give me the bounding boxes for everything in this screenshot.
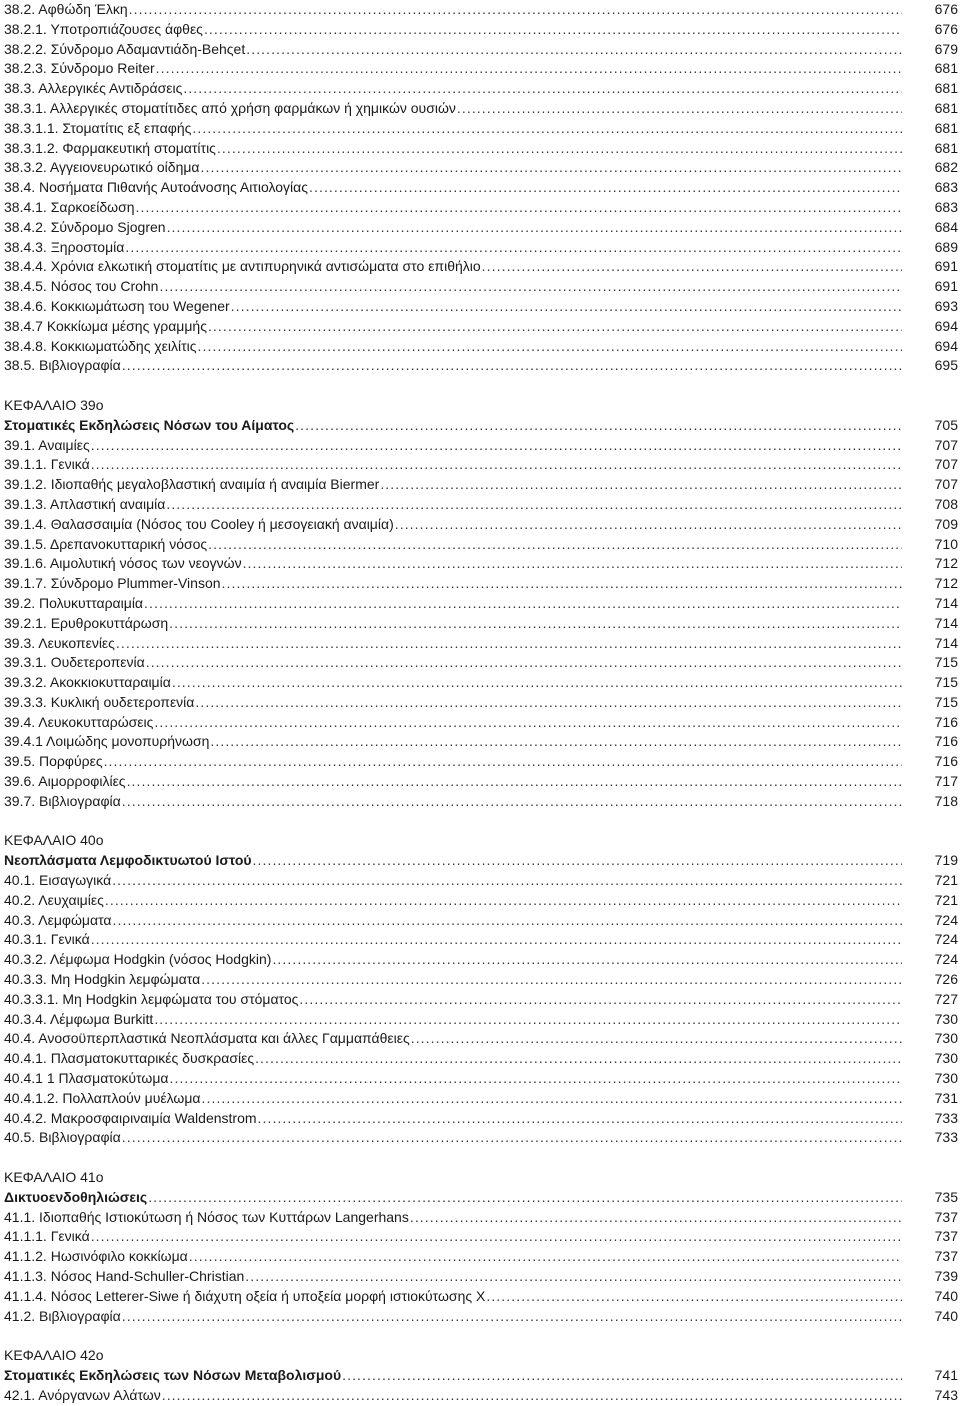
page-number: 681 <box>934 119 958 136</box>
page-number: 733 <box>934 1129 958 1146</box>
toc-entry <box>4 20 958 40</box>
entry-title: 38.2.1. Υποτροπιάζουσες άφθες <box>4 20 203 37</box>
chapter-title-entry <box>4 851 958 871</box>
entry-title: 39.5. Πορφύρες <box>4 753 103 770</box>
entry-title: 38.5. Βιβλιογραφία <box>4 357 121 374</box>
dot-leader <box>457 99 902 119</box>
entry-title: 38.4.3. Ξηροστομία <box>4 238 125 255</box>
toc-entry <box>4 594 958 614</box>
dot-leader <box>208 317 902 337</box>
entry-title: 40.3.3.1. Μη Hodgkin λεμφώματα του στόματος <box>4 990 299 1007</box>
page-number: 721 <box>934 891 958 908</box>
toc-entry <box>4 1128 958 1148</box>
chapter-heading: ΚΕΦΑΛΑΙΟ 42ο <box>4 1347 104 1364</box>
entry-title: 40.5. Βιβλιογραφία <box>4 1129 121 1146</box>
dot-leader <box>122 356 902 376</box>
page-number: 724 <box>934 931 958 948</box>
page-number: 676 <box>934 20 958 37</box>
entry-title: 39.4.1 Λοιμώδης μονοπυρήνωση <box>4 733 210 750</box>
toc-entry <box>4 495 958 515</box>
page-number: 712 <box>934 575 958 592</box>
dot-leader <box>122 1128 902 1148</box>
entry-title: 39.7. Βιβλιογραφία <box>4 792 121 809</box>
entry-title: 38.4.4. Χρόνια ελκωτική στοματίτις με αντιπυρηνικά αντισώματα στο επιθήλιο <box>4 258 481 275</box>
dot-leader <box>295 416 902 436</box>
entry-title: 38.2.3. Σύνδρομο Reiter <box>4 60 155 77</box>
entry-title: 40.3. Λεμφώματα <box>4 911 112 928</box>
chapter-heading: ΚΕΦΑΛΑΙΟ 40ο <box>4 832 104 849</box>
toc-entry <box>4 1247 958 1267</box>
page-number: 707 <box>934 476 958 493</box>
dot-leader <box>169 1069 902 1089</box>
toc-entry <box>4 1109 958 1129</box>
page-number: 714 <box>934 614 958 631</box>
entry-title: 41.1.2. Ηωσινόφιλο κοκκίωμα <box>4 1248 188 1265</box>
page-number: 716 <box>934 713 958 730</box>
entry-title: 38.4.8. Κοκκιωματώδης χειλίτις <box>4 337 197 354</box>
dot-leader <box>217 139 902 159</box>
dot-leader <box>342 1366 902 1386</box>
entry-title: 38.3.2. Αγγειονευρωτικό οίδημα <box>4 159 200 176</box>
page-number: 719 <box>934 852 958 869</box>
toc-entry <box>4 871 958 891</box>
toc-entry <box>4 653 958 673</box>
page-number: 715 <box>934 654 958 671</box>
toc-entry <box>4 1208 958 1228</box>
dot-leader <box>166 495 902 515</box>
page-number: 694 <box>934 337 958 354</box>
dot-leader <box>136 198 902 218</box>
page-number: 708 <box>934 495 958 512</box>
dot-leader <box>91 436 902 456</box>
entry-title: 39.3.1. Ουδετεροπενία <box>4 654 145 671</box>
toc-entry <box>4 119 958 139</box>
toc-entry <box>4 257 958 277</box>
toc-entry <box>4 40 958 60</box>
dot-leader <box>146 653 902 673</box>
entry-title: 38.3.1.1. Στοματίτις εξ επαφής <box>4 119 192 136</box>
dot-leader <box>172 673 902 693</box>
entry-title: 40.3.1. Γενικά <box>4 931 90 948</box>
toc-entry <box>4 752 958 772</box>
toc-entry <box>4 1049 958 1069</box>
entry-title: 38.4.5. Νόσος του Crohn <box>4 278 159 295</box>
dot-leader <box>245 1267 902 1287</box>
page-number: 681 <box>934 80 958 97</box>
dot-leader <box>195 693 902 713</box>
entry-title: 39.2. Πολυκυτταραιμία <box>4 594 144 611</box>
entry-title: Δικτυοενδοθηλιώσεις <box>4 1188 148 1205</box>
dot-leader <box>159 277 902 297</box>
dot-leader <box>222 574 902 594</box>
dot-leader <box>208 535 902 555</box>
toc-entry <box>4 950 958 970</box>
dot-leader <box>127 772 902 792</box>
toc-entry <box>4 1089 958 1109</box>
toc-entry <box>4 277 958 297</box>
dot-leader <box>113 911 902 931</box>
entry-title: 41.1. Ιδιοπαθής Ιστιοκύτωση ή Νόσος των Κυττάρων Langerhans <box>4 1208 409 1225</box>
toc-entry <box>4 356 958 376</box>
page-number: 743 <box>934 1386 958 1403</box>
page-number: 718 <box>934 792 958 809</box>
dot-leader <box>243 554 902 574</box>
toc-entry <box>4 614 958 634</box>
toc-entry <box>4 990 958 1010</box>
entry-title: 38.4.6. Κοκκιωμάτωση του Wegener <box>4 297 230 314</box>
dot-leader <box>258 1109 902 1129</box>
toc-entry <box>4 139 958 159</box>
entry-title: 40.4.2. Μακροσφαιριναιμία Waldenstrom <box>4 1109 257 1126</box>
dot-leader <box>255 1049 902 1069</box>
toc-entry <box>4 1069 958 1089</box>
page-number: 681 <box>934 99 958 116</box>
dot-leader <box>104 752 902 772</box>
toc-entry <box>4 317 958 337</box>
toc-entry <box>4 930 958 950</box>
dot-leader <box>156 59 902 79</box>
page-number: 714 <box>934 594 958 611</box>
page-number: 714 <box>934 634 958 651</box>
page-number: 681 <box>934 139 958 156</box>
toc-entry <box>4 297 958 317</box>
toc-entry <box>4 1307 958 1327</box>
dot-leader <box>183 79 902 99</box>
dot-leader <box>253 851 902 871</box>
toc-entry <box>4 732 958 752</box>
dot-leader <box>148 1188 902 1208</box>
entry-title: 38.2.2. Σύνδρομο Αδαμαντιάδη-Behςet <box>4 40 246 57</box>
toc-entry <box>4 1287 958 1307</box>
dot-leader <box>198 337 902 357</box>
section-gap <box>4 376 958 396</box>
toc-entry <box>4 634 958 654</box>
toc-entry <box>4 911 958 931</box>
entry-title: 39.1.6. Αιμολυτική νόσος των νεογνών <box>4 555 242 572</box>
entry-title: 40.2. Λευχαιμίες <box>4 891 104 908</box>
toc-entry <box>4 455 958 475</box>
toc-entry <box>4 970 958 990</box>
toc-entry <box>4 1029 958 1049</box>
entry-title: 40.1. Εισαγωγικά <box>4 872 112 889</box>
page-number: 683 <box>934 198 958 215</box>
page-number: 715 <box>934 674 958 691</box>
toc-entry <box>4 59 958 79</box>
entry-title: 40.3.3. Μη Hodgkin λεμφώματα <box>4 971 201 988</box>
entry-title: 40.3.2. Λέμφωμα Hodgkin (νόσος Hodgkin) <box>4 951 272 968</box>
entry-title: 39.1.1. Γενικά <box>4 456 90 473</box>
page-number: 682 <box>934 159 958 176</box>
page-number: 724 <box>934 951 958 968</box>
page-number: 694 <box>934 317 958 334</box>
page-number: 679 <box>934 40 958 57</box>
toc-entry <box>4 891 958 911</box>
page-number: 730 <box>934 1030 958 1047</box>
dot-leader <box>202 1089 902 1109</box>
toc-entry <box>4 713 958 733</box>
page-number: 689 <box>934 238 958 255</box>
toc-entry <box>4 198 958 218</box>
page-number: 683 <box>934 179 958 196</box>
toc-entry <box>4 158 958 178</box>
toc-entry <box>4 0 958 20</box>
page-number: 691 <box>934 258 958 275</box>
page-number: 717 <box>934 773 958 790</box>
entry-title: 40.4.1. Πλασματοκυτταρικές δυσκρασίες <box>4 1050 255 1067</box>
toc-entry <box>4 1227 958 1247</box>
dot-leader <box>169 614 902 634</box>
page-number: 684 <box>934 218 958 235</box>
dot-leader <box>272 950 902 970</box>
entry-title: 40.4.1 1 Πλασματοκύτωμα <box>4 1070 169 1087</box>
toc-entry <box>4 99 958 119</box>
entry-title: 38.3.1.2. Φαρμακευτική στοματίτις <box>4 139 216 156</box>
dot-leader <box>154 1010 902 1030</box>
chapter-title-entry <box>4 416 958 436</box>
page-number: 716 <box>934 733 958 750</box>
toc-entry <box>4 554 958 574</box>
toc-entry <box>4 1010 958 1030</box>
chapter-title-entry <box>4 1188 958 1208</box>
page-number: 730 <box>934 1010 958 1027</box>
page-number: 695 <box>934 357 958 374</box>
dot-leader <box>144 594 902 614</box>
dot-leader <box>122 792 902 812</box>
entry-title: 39.3. Λευκοπενίες <box>4 634 115 651</box>
entry-title: 39.1.3. Απλαστική αναιμία <box>4 495 166 512</box>
page-number: 691 <box>934 278 958 295</box>
page-number: 715 <box>934 693 958 710</box>
toc-entry <box>4 337 958 357</box>
chapter-title-entry <box>4 1366 958 1386</box>
page-number: 740 <box>934 1287 958 1304</box>
dot-leader <box>486 1287 902 1307</box>
toc-entry <box>4 772 958 792</box>
entry-title: 39.6. Αιμορροφιλίες <box>4 773 126 790</box>
page-number: 676 <box>934 1 958 17</box>
entry-title: 41.1.3. Νόσος Hand-Schuller-Christian <box>4 1268 245 1284</box>
entry-title: 38.4. Νοσήματα Πιθανής Αυτοάνοσης Αιτιολογίας <box>4 179 308 196</box>
page-number: 705 <box>934 416 958 433</box>
toc-entry <box>4 1267 958 1287</box>
page-number: 737 <box>934 1208 958 1225</box>
entry-title: 42.1. Ανόργανων Αλάτων <box>4 1386 161 1403</box>
toc-entry <box>4 792 958 812</box>
page-number: 681 <box>934 60 958 77</box>
entry-title: 38.3.1. Αλλεργικές στοματίτιδες από χρήση φαρμάκων ή χημικών ουσιών <box>4 99 456 116</box>
dot-leader <box>192 119 902 139</box>
entry-title: 39.1.2. Ιδιοπαθής μεγαλοβλαστική αναιμία ή αναιμία Biermer <box>4 476 380 493</box>
entry-title: 39.2.1. Ερυθροκυττάρωση <box>4 614 169 631</box>
dot-leader <box>91 930 902 950</box>
entry-title: Στοματικές Εκδηλώσεις Νόσων του Αίματος <box>4 416 295 433</box>
dot-leader <box>129 0 902 20</box>
dot-leader <box>395 515 902 535</box>
section-gap <box>4 1148 958 1168</box>
entry-title: 39.3.2. Ακοκκιοκυτταραιμία <box>4 674 171 691</box>
entry-title: 41.1.1. Γενικά <box>4 1228 90 1245</box>
table-of-contents <box>4 0 958 1406</box>
dot-leader <box>125 238 902 258</box>
toc-entry <box>4 515 958 535</box>
entry-title: 39.1.4. Θαλασσαιμία (Νόσος του Cooley ή μεσογειακή αναιμία) <box>4 515 394 532</box>
dot-leader <box>231 297 902 317</box>
entry-title: 39.4. Λευκοκυτταρώσεις <box>4 713 154 730</box>
dot-leader <box>189 1247 902 1267</box>
page-number: 741 <box>934 1366 958 1383</box>
entry-title: 39.1.5. Δρεπανοκυτταρική νόσος <box>4 535 208 552</box>
page-number: 716 <box>934 753 958 770</box>
dot-leader <box>309 178 902 198</box>
dot-leader <box>210 732 902 752</box>
entry-title: 40.4.1.2. Πολλαπλούν μυέλωμα <box>4 1089 201 1106</box>
toc-entry <box>4 79 958 99</box>
dot-leader <box>116 634 902 654</box>
entry-title: 38.2. Αφθώδη Έλκη <box>4 1 128 17</box>
page-number: 726 <box>934 971 958 988</box>
toc-entry <box>4 178 958 198</box>
entry-title: 38.3. Αλλεργικές Αντιδράσεις <box>4 80 183 97</box>
page-number: 707 <box>934 456 958 473</box>
dot-leader <box>299 990 902 1010</box>
page-number: 724 <box>934 911 958 928</box>
entry-title: 38.4.7 Κοκκίωμα μέσης γραμμής <box>4 317 207 334</box>
chapter-heading: ΚΕΦΑΛΑΙΟ 39ο <box>4 396 104 413</box>
entry-title: 40.4. Ανοσοϋπερπλαστικά Νεοπλάσματα και άλλες Γαμμαπάθειες <box>4 1030 410 1047</box>
toc-entry <box>4 475 958 495</box>
dot-leader <box>122 1307 902 1327</box>
dot-leader <box>91 455 902 475</box>
entry-title: 38.4.1. Σαρκοείδωση <box>4 198 135 215</box>
toc-entry <box>4 238 958 258</box>
page-number: 733 <box>934 1109 958 1126</box>
toc-entry <box>4 535 958 555</box>
toc-entry <box>4 693 958 713</box>
page-number: 709 <box>934 515 958 532</box>
chapter-heading: ΚΕΦΑΛΑΙΟ 41ο <box>4 1169 104 1186</box>
page-number: 727 <box>934 990 958 1007</box>
dot-leader <box>201 158 902 178</box>
page-number: 731 <box>934 1089 958 1106</box>
entry-title: 41.1.4. Νόσος Letterer-Siwe ή διάχυτη οξεία ή υποξεία μορφή ιστιοκύτωσης Χ <box>4 1287 486 1304</box>
entry-title: 39.1.7. Σύνδρομο Plummer-Vinson <box>4 575 221 592</box>
dot-leader <box>167 218 902 238</box>
section-gap <box>4 1326 958 1346</box>
dot-leader <box>91 1227 902 1247</box>
dot-leader <box>410 1208 902 1228</box>
dot-leader <box>482 257 902 277</box>
toc-entry <box>4 574 958 594</box>
entry-title: 39.1. Αναιμίες <box>4 436 90 453</box>
dot-leader <box>380 475 902 495</box>
entry-title: Στοματικές Εκδηλώσεις των Νόσων Μεταβολισμού <box>4 1366 342 1383</box>
toc-entry <box>4 436 958 456</box>
page-number: 735 <box>934 1188 958 1205</box>
page-number: 730 <box>934 1050 958 1067</box>
entry-title: 39.3.3. Κυκλική ουδετεροπενία <box>4 693 195 710</box>
dot-leader <box>246 40 902 60</box>
page-number: 707 <box>934 436 958 453</box>
page-number: 737 <box>934 1228 958 1245</box>
page-number: 730 <box>934 1070 958 1087</box>
page-number: 740 <box>934 1307 958 1324</box>
dot-leader <box>105 891 902 911</box>
page-number: 710 <box>934 535 958 552</box>
page-number: 721 <box>934 872 958 889</box>
entry-title: Νεοπλάσματα Λεμφοδικτυωτού Ιστού <box>4 852 252 869</box>
toc-entry <box>4 673 958 693</box>
entry-title: 38.4.2. Σύνδρομο Sjogren <box>4 218 166 235</box>
entry-title: 41.2. Βιβλιογραφία <box>4 1307 121 1324</box>
dot-leader <box>112 871 902 891</box>
dot-leader <box>411 1029 902 1049</box>
dot-leader <box>201 970 902 990</box>
page-number: 737 <box>934 1248 958 1265</box>
entry-title: 40.3.4. Λέμφωμα Burkitt <box>4 1010 154 1027</box>
page-number: 739 <box>934 1268 958 1284</box>
page-number: 712 <box>934 555 958 572</box>
section-gap <box>4 812 958 832</box>
dot-leader <box>154 713 902 733</box>
page-number: 693 <box>934 297 958 314</box>
dot-leader <box>204 20 902 40</box>
toc-entry <box>4 218 958 238</box>
